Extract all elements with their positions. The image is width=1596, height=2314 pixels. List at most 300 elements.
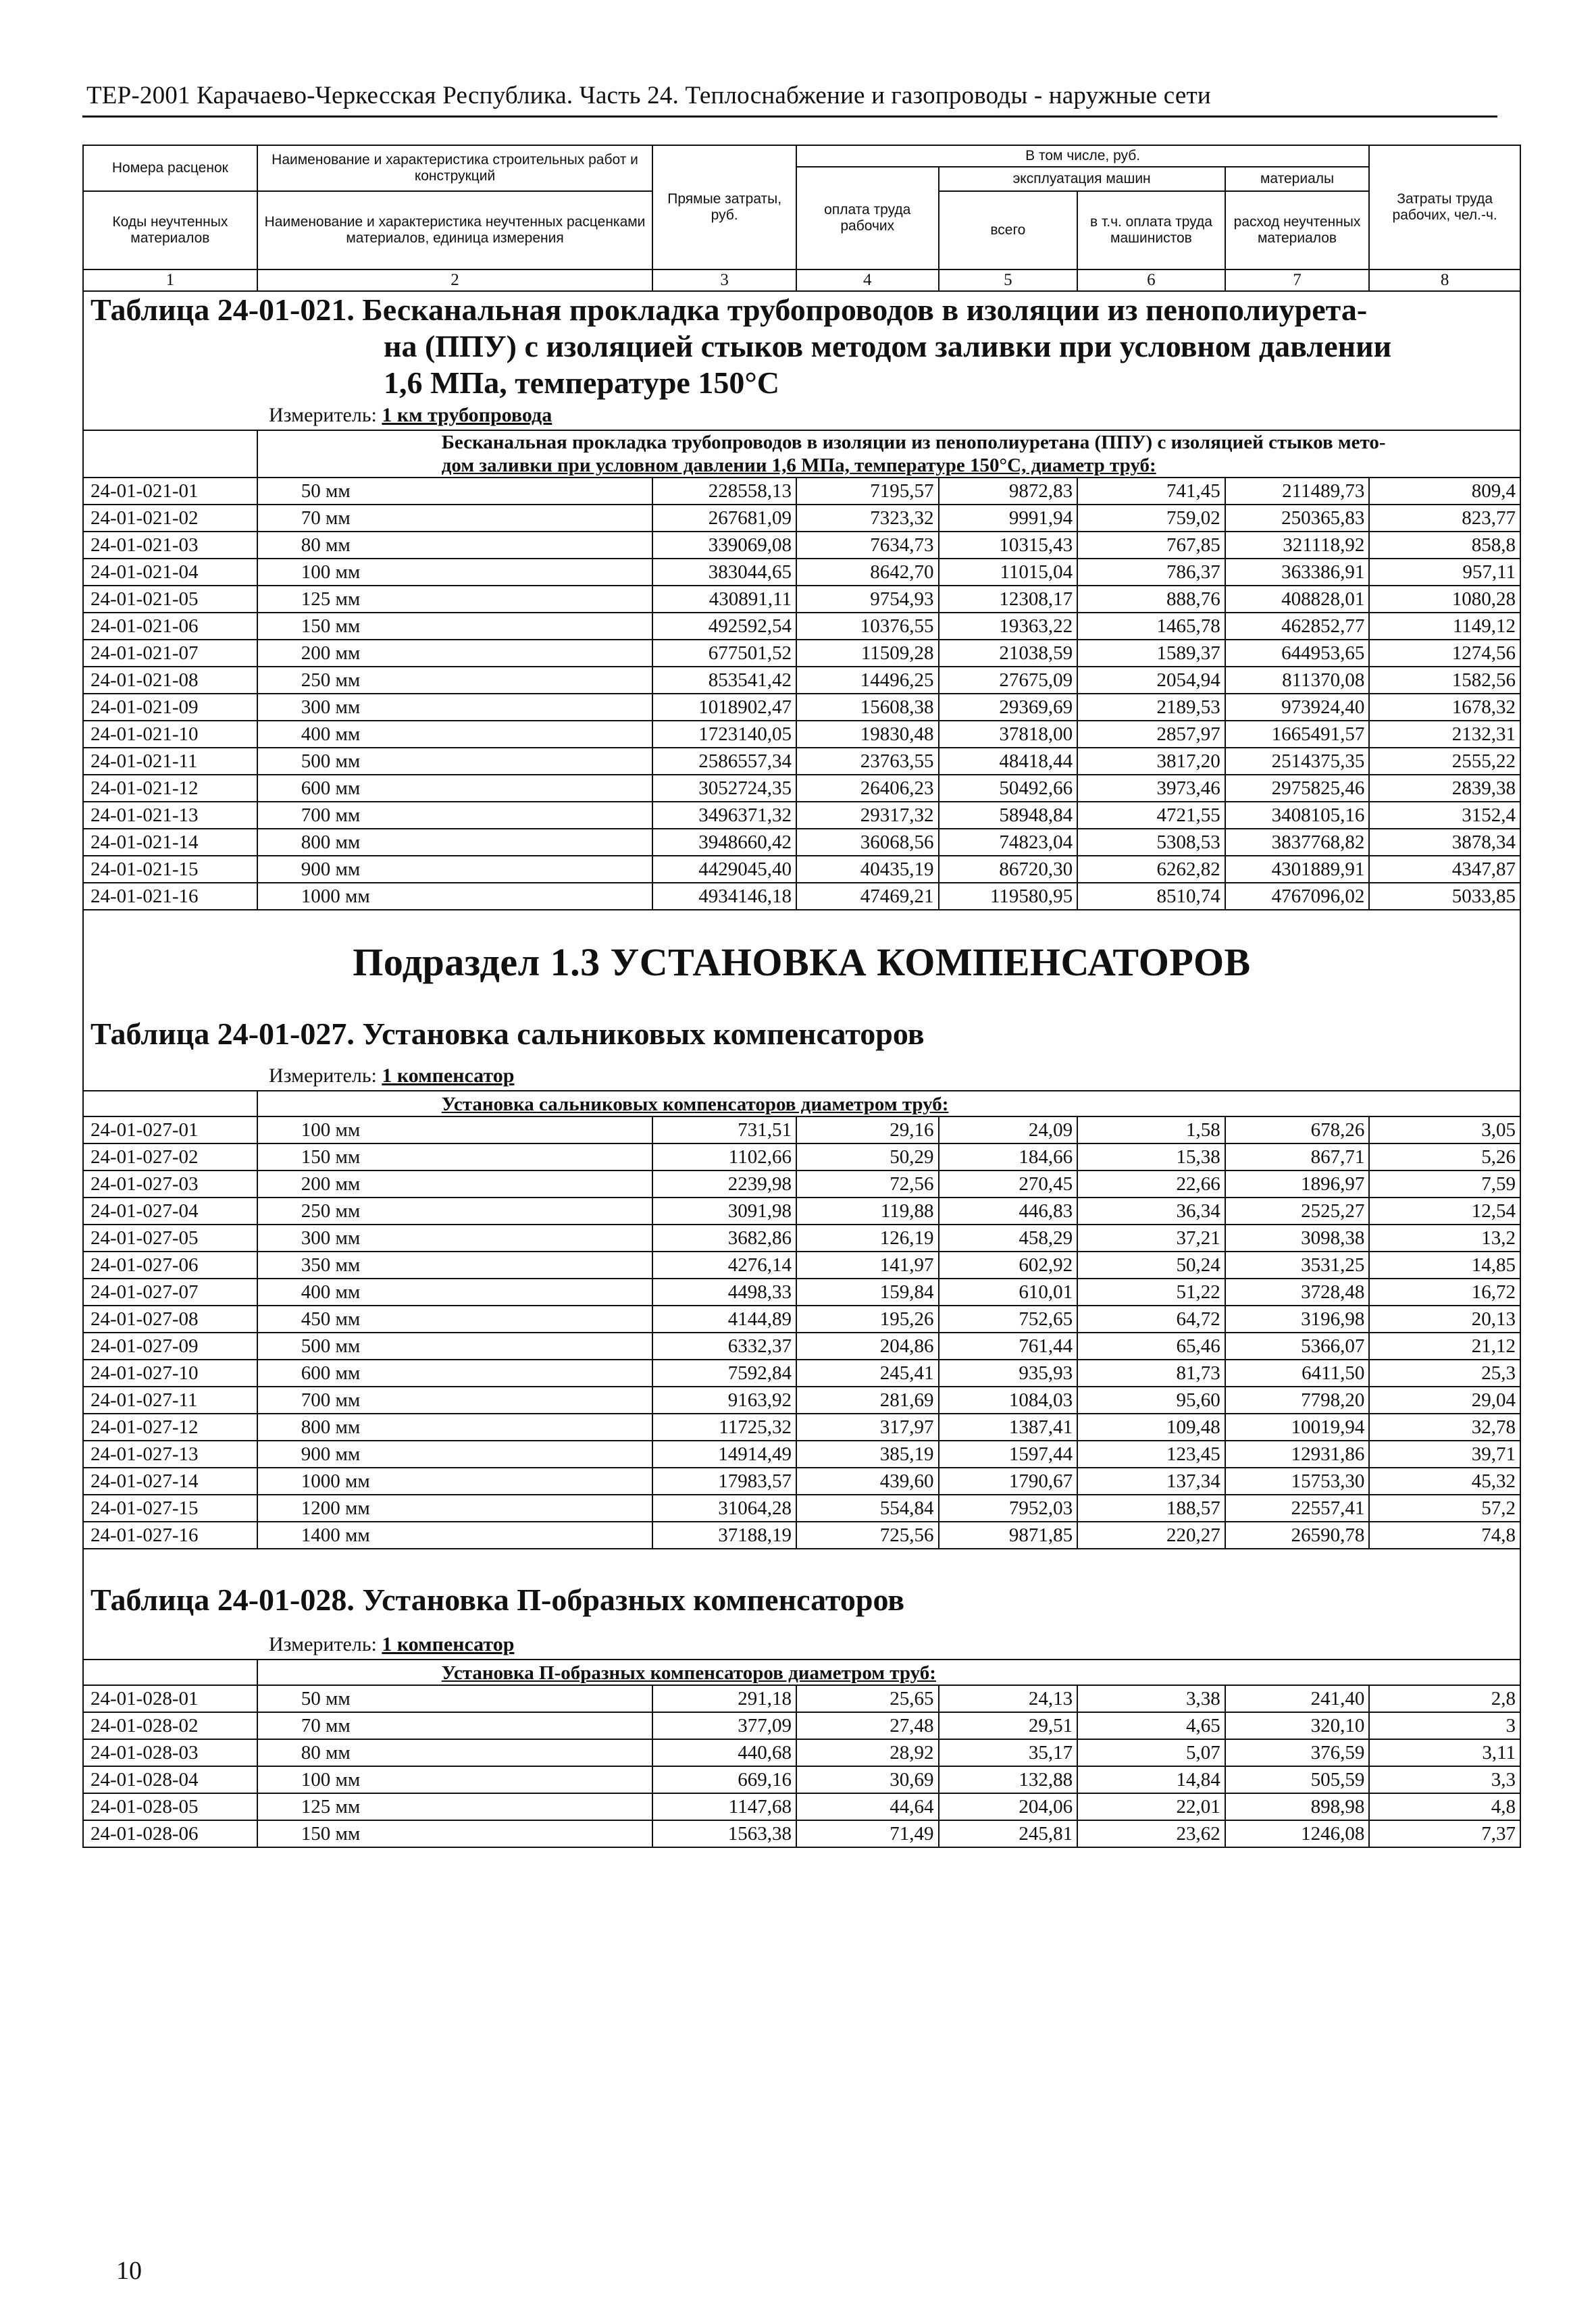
rate-code-cell: 24-01-027-12	[83, 1414, 257, 1441]
direct-costs-cell: 4934146,18	[652, 883, 796, 910]
table-row	[83, 748, 1520, 775]
worker-pay-cell: 7323,32	[796, 505, 939, 532]
table-row	[83, 1793, 1520, 1820]
operator-pay-cell: 2189,53	[1077, 694, 1225, 721]
rate-code-cell: 24-01-021-04	[83, 559, 257, 586]
pipe-diameter-cell: 250 мм	[257, 1198, 653, 1225]
table-row	[83, 1116, 1520, 1143]
table-row	[83, 694, 1520, 721]
operator-pay-cell: 188,57	[1077, 1495, 1225, 1522]
table-row	[83, 1143, 1520, 1171]
machines-total-cell: 204,06	[939, 1793, 1078, 1820]
rate-code-cell: 24-01-027-14	[83, 1468, 257, 1495]
table-row	[83, 1495, 1520, 1522]
machines-total-cell: 21038,59	[939, 640, 1078, 667]
labor-hours-cell: 5033,85	[1369, 883, 1520, 910]
subsection-title: Подраздел 1.3 УСТАНОВКА КОМПЕНСАТОРОВ	[353, 940, 1251, 984]
pipe-diameter-cell: 200 мм	[257, 640, 653, 667]
rate-code-cell: 24-01-021-02	[83, 505, 257, 532]
material-consumption-cell: 321118,92	[1225, 532, 1370, 559]
machines-total-cell: 29369,69	[939, 694, 1078, 721]
material-consumption-cell: 973924,40	[1225, 694, 1370, 721]
operator-pay-cell: 15,38	[1077, 1143, 1225, 1171]
direct-costs-cell: 377,09	[652, 1712, 796, 1739]
pipe-diameter-cell: 1400 мм	[257, 1522, 653, 1549]
operator-pay-cell: 6262,82	[1077, 856, 1225, 883]
rate-code-cell: 24-01-028-05	[83, 1793, 257, 1820]
machines-total-cell: 48418,44	[939, 748, 1078, 775]
operator-pay-cell: 741,45	[1077, 478, 1225, 505]
pipe-diameter-cell: 125 мм	[257, 586, 653, 613]
column-number: 6	[1077, 269, 1225, 291]
material-consumption-cell: 1246,08	[1225, 1820, 1370, 1847]
worker-pay-cell: 7195,57	[796, 478, 939, 505]
table-row	[83, 1685, 1520, 1712]
pipe-diameter-cell: 400 мм	[257, 721, 653, 748]
table-row	[83, 1820, 1520, 1847]
direct-costs-cell: 1147,68	[652, 1793, 796, 1820]
operator-pay-cell: 65,46	[1077, 1333, 1225, 1360]
rate-code-cell: 24-01-021-05	[83, 586, 257, 613]
rate-code-cell: 24-01-027-02	[83, 1143, 257, 1171]
table-row	[83, 559, 1520, 586]
material-consumption-cell: 4301889,91	[1225, 856, 1370, 883]
machines-total-cell: 132,88	[939, 1766, 1078, 1793]
group-description: Бесканальная прокладка трубопроводов в изоляции из пенополиуретана (ППУ) с изоляцией стыков мето- дом заливки при условном давлении 1,6 МПа, температуре 150°С, диаметр труб:	[441, 432, 1386, 476]
labor-hours-cell: 5,26	[1369, 1143, 1520, 1171]
direct-costs-cell: 228558,13	[652, 478, 796, 505]
column-number-row	[83, 269, 1520, 291]
labor-hours-cell: 7,37	[1369, 1820, 1520, 1847]
worker-pay-cell: 19830,48	[796, 721, 939, 748]
worker-pay-cell: 47469,21	[796, 883, 939, 910]
material-consumption-cell: 3837768,82	[1225, 829, 1370, 856]
col-header-material-codes: Коды неучтенных материалов	[83, 191, 257, 269]
pipe-diameter-cell: 250 мм	[257, 667, 653, 694]
column-number: 2	[257, 269, 653, 291]
rate-code-cell: 24-01-027-16	[83, 1522, 257, 1549]
rate-code-cell: 24-01-021-14	[83, 829, 257, 856]
page-number: 10	[116, 2257, 142, 2285]
worker-pay-cell: 50,29	[796, 1143, 939, 1171]
labor-hours-cell: 1149,12	[1369, 613, 1520, 640]
machines-total-cell: 752,65	[939, 1306, 1078, 1333]
rate-code-cell: 24-01-021-11	[83, 748, 257, 775]
machines-total-cell: 11015,04	[939, 559, 1078, 586]
worker-pay-cell: 9754,93	[796, 586, 939, 613]
worker-pay-cell: 28,92	[796, 1739, 939, 1766]
direct-costs-cell: 14914,49	[652, 1441, 796, 1468]
machines-total-cell: 610,01	[939, 1279, 1078, 1306]
operator-pay-cell: 5308,53	[1077, 829, 1225, 856]
rate-code-cell: 24-01-027-06	[83, 1252, 257, 1279]
document-page	[82, 81, 1521, 1848]
worker-pay-cell: 8642,70	[796, 559, 939, 586]
labor-hours-cell: 809,4	[1369, 478, 1520, 505]
machines-total-cell: 119580,95	[939, 883, 1078, 910]
rate-code-cell: 24-01-027-05	[83, 1225, 257, 1252]
pipe-diameter-cell: 400 мм	[257, 1279, 653, 1306]
material-consumption-cell: 898,98	[1225, 1793, 1370, 1820]
rate-code-cell: 24-01-027-15	[83, 1495, 257, 1522]
column-number: 7	[1225, 269, 1370, 291]
material-consumption-cell: 22557,41	[1225, 1495, 1370, 1522]
direct-costs-cell: 3091,98	[652, 1198, 796, 1225]
direct-costs-cell: 1723140,05	[652, 721, 796, 748]
labor-hours-cell: 2555,22	[1369, 748, 1520, 775]
machines-total-cell: 458,29	[939, 1225, 1078, 1252]
worker-pay-cell: 159,84	[796, 1279, 939, 1306]
col-header-materials: материалы	[1225, 167, 1370, 191]
table-title-row	[83, 291, 1520, 401]
labor-hours-cell: 16,72	[1369, 1279, 1520, 1306]
machines-total-cell: 35,17	[939, 1739, 1078, 1766]
machines-total-cell: 27675,09	[939, 667, 1078, 694]
direct-costs-cell: 440,68	[652, 1739, 796, 1766]
table-row	[83, 1279, 1520, 1306]
table-row	[83, 1387, 1520, 1414]
table-row	[83, 613, 1520, 640]
column-number: 8	[1369, 269, 1520, 291]
labor-hours-cell: 2,8	[1369, 1685, 1520, 1712]
material-consumption-cell: 26590,78	[1225, 1522, 1370, 1549]
col-header-direct-costs: Прямые затраты, руб.	[652, 145, 796, 269]
column-number: 3	[652, 269, 796, 291]
material-consumption-cell: 1896,97	[1225, 1171, 1370, 1198]
pipe-diameter-cell: 450 мм	[257, 1306, 653, 1333]
subsection-row	[83, 910, 1520, 1012]
table-row	[83, 1739, 1520, 1766]
labor-hours-cell: 45,32	[1369, 1468, 1520, 1495]
direct-costs-cell: 383044,65	[652, 559, 796, 586]
material-consumption-cell: 462852,77	[1225, 613, 1370, 640]
material-consumption-cell: 811370,08	[1225, 667, 1370, 694]
machines-total-cell: 74823,04	[939, 829, 1078, 856]
machines-total-cell: 245,81	[939, 1820, 1078, 1847]
direct-costs-cell: 6332,37	[652, 1333, 796, 1360]
operator-pay-cell: 767,85	[1077, 532, 1225, 559]
worker-pay-cell: 27,48	[796, 1712, 939, 1739]
worker-pay-cell: 29317,32	[796, 802, 939, 829]
direct-costs-cell: 4429045,40	[652, 856, 796, 883]
material-consumption-cell: 3728,48	[1225, 1279, 1370, 1306]
labor-hours-cell: 3	[1369, 1712, 1520, 1739]
direct-costs-cell: 17983,57	[652, 1468, 796, 1495]
material-consumption-cell: 6411,50	[1225, 1360, 1370, 1387]
labor-hours-cell: 25,3	[1369, 1360, 1520, 1387]
rate-code-cell: 24-01-021-07	[83, 640, 257, 667]
table-row	[83, 640, 1520, 667]
material-consumption-cell: 678,26	[1225, 1116, 1370, 1143]
labor-hours-cell: 4,8	[1369, 1793, 1520, 1820]
worker-pay-cell: 554,84	[796, 1495, 939, 1522]
pipe-diameter-cell: 70 мм	[257, 1712, 653, 1739]
rate-code-cell: 24-01-027-09	[83, 1333, 257, 1360]
labor-hours-cell: 2132,31	[1369, 721, 1520, 748]
material-consumption-cell: 363386,91	[1225, 559, 1370, 586]
measure-row	[83, 1062, 1520, 1091]
material-consumption-cell: 2514375,35	[1225, 748, 1370, 775]
operator-pay-cell: 786,37	[1077, 559, 1225, 586]
labor-hours-cell: 13,2	[1369, 1225, 1520, 1252]
pipe-diameter-cell: 50 мм	[257, 1685, 653, 1712]
rate-code-cell: 24-01-028-06	[83, 1820, 257, 1847]
pipe-diameter-cell: 100 мм	[257, 559, 653, 586]
direct-costs-cell: 339069,08	[652, 532, 796, 559]
labor-hours-cell: 858,8	[1369, 532, 1520, 559]
material-consumption-cell: 15753,30	[1225, 1468, 1370, 1495]
group-description-row	[83, 1091, 1520, 1116]
table-title: Таблица 24-01-028. Установка П-образных компенсаторов	[91, 1583, 905, 1617]
worker-pay-cell: 281,69	[796, 1387, 939, 1414]
operator-pay-cell: 22,66	[1077, 1171, 1225, 1198]
worker-pay-cell: 26406,23	[796, 775, 939, 802]
material-consumption-cell: 12931,86	[1225, 1441, 1370, 1468]
worker-pay-cell: 141,97	[796, 1252, 939, 1279]
col-header-machines-total: всего	[939, 191, 1078, 269]
rate-code-cell: 24-01-027-10	[83, 1360, 257, 1387]
direct-costs-cell: 731,51	[652, 1116, 796, 1143]
machines-total-cell: 58948,84	[939, 802, 1078, 829]
labor-hours-cell: 2839,38	[1369, 775, 1520, 802]
measure-row	[83, 401, 1520, 430]
pipe-diameter-cell: 150 мм	[257, 1143, 653, 1171]
table-row	[83, 1441, 1520, 1468]
material-consumption-cell: 505,59	[1225, 1766, 1370, 1793]
operator-pay-cell: 23,62	[1077, 1820, 1225, 1847]
labor-hours-cell: 1582,56	[1369, 667, 1520, 694]
measure-row	[83, 1630, 1520, 1660]
worker-pay-cell: 725,56	[796, 1522, 939, 1549]
pipe-diameter-cell: 300 мм	[257, 694, 653, 721]
direct-costs-cell: 3948660,42	[652, 829, 796, 856]
col-header-worker-pay: оплата труда рабочих	[796, 167, 939, 269]
pipe-diameter-cell: 150 мм	[257, 613, 653, 640]
pipe-diameter-cell: 150 мм	[257, 1820, 653, 1847]
pipe-diameter-cell: 1200 мм	[257, 1495, 653, 1522]
labor-hours-cell: 823,77	[1369, 505, 1520, 532]
worker-pay-cell: 245,41	[796, 1360, 939, 1387]
worker-pay-cell: 11509,28	[796, 640, 939, 667]
pipe-diameter-cell: 80 мм	[257, 1739, 653, 1766]
worker-pay-cell: 71,49	[796, 1820, 939, 1847]
table-row	[83, 883, 1520, 910]
rate-code-cell: 24-01-021-12	[83, 775, 257, 802]
machines-total-cell: 1790,67	[939, 1468, 1078, 1495]
pipe-diameter-cell: 200 мм	[257, 1171, 653, 1198]
machines-total-cell: 9871,85	[939, 1522, 1078, 1549]
direct-costs-cell: 3682,86	[652, 1225, 796, 1252]
machines-total-cell: 9991,94	[939, 505, 1078, 532]
worker-pay-cell: 10376,55	[796, 613, 939, 640]
direct-costs-cell: 37188,19	[652, 1522, 796, 1549]
rate-code-cell: 24-01-028-01	[83, 1685, 257, 1712]
pipe-diameter-cell: 100 мм	[257, 1116, 653, 1143]
operator-pay-cell: 4,65	[1077, 1712, 1225, 1739]
operator-pay-cell: 36,34	[1077, 1198, 1225, 1225]
machines-total-cell: 446,83	[939, 1198, 1078, 1225]
table-row	[83, 1766, 1520, 1793]
pipe-diameter-cell: 600 мм	[257, 775, 653, 802]
table-row	[83, 721, 1520, 748]
operator-pay-cell: 51,22	[1077, 1279, 1225, 1306]
column-number: 1	[83, 269, 257, 291]
direct-costs-cell: 430891,11	[652, 586, 796, 613]
labor-hours-cell: 4347,87	[1369, 856, 1520, 883]
direct-costs-cell: 7592,84	[652, 1360, 796, 1387]
col-header-machines: эксплуатация машин	[939, 167, 1225, 191]
col-header-material-consumption: расход неучтенных материалов	[1225, 191, 1370, 269]
operator-pay-cell: 37,21	[1077, 1225, 1225, 1252]
machines-total-cell: 19363,22	[939, 613, 1078, 640]
labor-hours-cell: 21,12	[1369, 1333, 1520, 1360]
labor-hours-cell: 39,71	[1369, 1441, 1520, 1468]
table-row	[83, 667, 1520, 694]
operator-pay-cell: 81,73	[1077, 1360, 1225, 1387]
worker-pay-cell: 29,16	[796, 1116, 939, 1143]
machines-total-cell: 1084,03	[939, 1387, 1078, 1414]
table-row	[83, 1360, 1520, 1387]
pipe-diameter-cell: 50 мм	[257, 478, 653, 505]
rate-code-cell: 24-01-021-08	[83, 667, 257, 694]
operator-pay-cell: 14,84	[1077, 1766, 1225, 1793]
pipe-diameter-cell: 700 мм	[257, 1387, 653, 1414]
operator-pay-cell: 109,48	[1077, 1414, 1225, 1441]
material-consumption-cell: 644953,65	[1225, 640, 1370, 667]
measure-value: 1 км трубопровода	[382, 404, 552, 426]
labor-hours-cell: 3,11	[1369, 1739, 1520, 1766]
direct-costs-cell: 677501,52	[652, 640, 796, 667]
table-title-row	[83, 1012, 1520, 1062]
pipe-diameter-cell: 700 мм	[257, 802, 653, 829]
machines-total-cell: 935,93	[939, 1360, 1078, 1387]
worker-pay-cell: 30,69	[796, 1766, 939, 1793]
material-consumption-cell: 3408105,16	[1225, 802, 1370, 829]
group-description-row	[83, 430, 1520, 478]
machines-total-cell: 24,13	[939, 1685, 1078, 1712]
operator-pay-cell: 5,07	[1077, 1739, 1225, 1766]
table-title: Таблица 24-01-021. Бесканальная прокладка трубопроводов в изоляции из пенополиурета- на (ППУ) с изоляцией стыков методом заливки при условном давлении 1,6 МПа, температуре 150°С	[91, 292, 1392, 400]
operator-pay-cell: 95,60	[1077, 1387, 1225, 1414]
machines-total-cell: 1597,44	[939, 1441, 1078, 1468]
group-description: Установка П-образных компенсаторов диаметром труб:	[441, 1662, 936, 1684]
material-consumption-cell: 2975825,46	[1225, 775, 1370, 802]
column-number: 5	[939, 269, 1078, 291]
direct-costs-cell: 4276,14	[652, 1252, 796, 1279]
pipe-diameter-cell: 100 мм	[257, 1766, 653, 1793]
labor-hours-cell: 3,3	[1369, 1766, 1520, 1793]
rate-code-cell: 24-01-027-07	[83, 1279, 257, 1306]
worker-pay-cell: 204,86	[796, 1333, 939, 1360]
material-consumption-cell: 7798,20	[1225, 1387, 1370, 1414]
labor-hours-cell: 57,2	[1369, 1495, 1520, 1522]
rate-code-cell: 24-01-021-03	[83, 532, 257, 559]
direct-costs-cell: 11725,32	[652, 1414, 796, 1441]
labor-hours-cell: 29,04	[1369, 1387, 1520, 1414]
operator-pay-cell: 4721,55	[1077, 802, 1225, 829]
table-row	[83, 586, 1520, 613]
operator-pay-cell: 137,34	[1077, 1468, 1225, 1495]
machines-total-cell: 10315,43	[939, 532, 1078, 559]
operator-pay-cell: 759,02	[1077, 505, 1225, 532]
operator-pay-cell: 888,76	[1077, 586, 1225, 613]
rate-code-cell: 24-01-027-01	[83, 1116, 257, 1143]
table-row	[83, 856, 1520, 883]
machines-total-cell: 184,66	[939, 1143, 1078, 1171]
header-rule	[82, 115, 1497, 118]
labor-hours-cell: 957,11	[1369, 559, 1520, 586]
worker-pay-cell: 126,19	[796, 1225, 939, 1252]
measure-label: Измеритель:	[269, 404, 382, 426]
worker-pay-cell: 7634,73	[796, 532, 939, 559]
direct-costs-cell: 1102,66	[652, 1143, 796, 1171]
direct-costs-cell: 267681,09	[652, 505, 796, 532]
direct-costs-cell: 31064,28	[652, 1495, 796, 1522]
col-header-including: В том числе, руб.	[796, 145, 1369, 167]
column-number: 4	[796, 269, 939, 291]
rate-code-cell: 24-01-021-15	[83, 856, 257, 883]
rate-code-cell: 24-01-021-01	[83, 478, 257, 505]
labor-hours-cell: 3,05	[1369, 1116, 1520, 1143]
rate-code-cell: 24-01-027-03	[83, 1171, 257, 1198]
labor-hours-cell: 3152,4	[1369, 802, 1520, 829]
table-row	[83, 1306, 1520, 1333]
direct-costs-cell: 669,16	[652, 1766, 796, 1793]
worker-pay-cell: 44,64	[796, 1793, 939, 1820]
rate-code-cell: 24-01-021-16	[83, 883, 257, 910]
rate-code-cell: 24-01-021-13	[83, 802, 257, 829]
pipe-diameter-cell: 800 мм	[257, 1414, 653, 1441]
labor-hours-cell: 1678,32	[1369, 694, 1520, 721]
material-consumption-cell: 3196,98	[1225, 1306, 1370, 1333]
direct-costs-cell: 9163,92	[652, 1387, 796, 1414]
operator-pay-cell: 1589,37	[1077, 640, 1225, 667]
table-row	[83, 1712, 1520, 1739]
pipe-diameter-cell: 800 мм	[257, 829, 653, 856]
pipe-diameter-cell: 600 мм	[257, 1360, 653, 1387]
rate-code-cell: 24-01-021-09	[83, 694, 257, 721]
machines-total-cell: 29,51	[939, 1712, 1078, 1739]
machines-total-cell: 86720,30	[939, 856, 1078, 883]
rate-code-cell: 24-01-027-13	[83, 1441, 257, 1468]
material-consumption-cell: 320,10	[1225, 1712, 1370, 1739]
operator-pay-cell: 1465,78	[1077, 613, 1225, 640]
operator-pay-cell: 2857,97	[1077, 721, 1225, 748]
measure-label: Измеритель:	[269, 1633, 382, 1655]
rate-code-cell: 24-01-021-10	[83, 721, 257, 748]
labor-hours-cell: 14,85	[1369, 1252, 1520, 1279]
labor-hours-cell: 1080,28	[1369, 586, 1520, 613]
estimate-table	[82, 145, 1521, 1848]
worker-pay-cell: 195,26	[796, 1306, 939, 1333]
rate-code-cell: 24-01-028-04	[83, 1766, 257, 1793]
table-title: Таблица 24-01-027. Установка сальниковых компенсаторов	[91, 1017, 925, 1051]
material-consumption-cell: 4767096,02	[1225, 883, 1370, 910]
worker-pay-cell: 40435,19	[796, 856, 939, 883]
table-row	[83, 1171, 1520, 1198]
material-consumption-cell: 3098,38	[1225, 1225, 1370, 1252]
operator-pay-cell: 3817,20	[1077, 748, 1225, 775]
material-consumption-cell: 1665491,57	[1225, 721, 1370, 748]
worker-pay-cell: 317,97	[796, 1414, 939, 1441]
material-consumption-cell: 2525,27	[1225, 1198, 1370, 1225]
direct-costs-cell: 1018902,47	[652, 694, 796, 721]
pipe-diameter-cell: 1000 мм	[257, 1468, 653, 1495]
pipe-diameter-cell: 1000 мм	[257, 883, 653, 910]
pipe-diameter-cell: 300 мм	[257, 1225, 653, 1252]
measure-value: 1 компенсатор	[382, 1064, 515, 1087]
operator-pay-cell: 2054,94	[1077, 667, 1225, 694]
